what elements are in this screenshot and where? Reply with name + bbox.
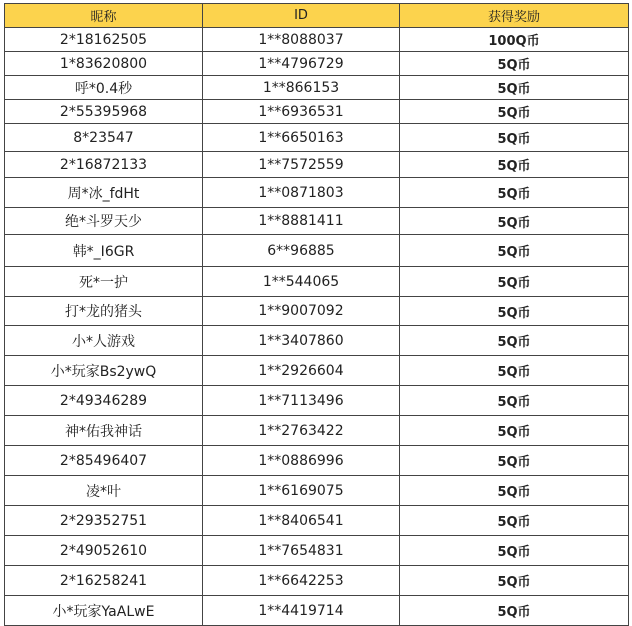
nickname-cell: 死*一护 <box>5 267 203 297</box>
table-row <box>5 178 629 208</box>
nickname-cell: 2*18162505 <box>5 28 203 52</box>
nickname-cell: 小*玩家YaALwE <box>5 596 203 626</box>
user-id-cell: 1**4419714 <box>203 596 400 626</box>
reward-cell: 100Q币 <box>400 28 629 52</box>
table-row <box>5 124 629 152</box>
table-row <box>5 416 629 446</box>
user-id-cell: 1**8088037 <box>203 28 400 52</box>
user-id-cell: 1**6650163 <box>203 124 400 152</box>
reward-cell: 5Q币 <box>400 566 629 596</box>
nickname-cell: 小*人游戏 <box>5 326 203 356</box>
user-id-cell: 1**7654831 <box>203 536 400 566</box>
table-row <box>5 476 629 506</box>
reward-cell: 5Q币 <box>400 76 629 100</box>
reward-cell: 5Q币 <box>400 386 629 416</box>
column-header-reward: 获得奖励 <box>400 4 629 28</box>
table-row <box>5 152 629 178</box>
user-id-cell: 1**7572559 <box>203 152 400 178</box>
user-id-cell: 1**6169075 <box>203 476 400 506</box>
table-row <box>5 235 629 267</box>
reward-cell: 5Q币 <box>400 124 629 152</box>
nickname-cell: 神*佑我神话 <box>5 416 203 446</box>
header-row <box>5 4 629 28</box>
nickname-cell: 小*玩家Bs2ywQ <box>5 356 203 386</box>
winners-table-container <box>4 3 628 626</box>
reward-cell: 5Q币 <box>400 356 629 386</box>
nickname-cell: 2*55395968 <box>5 100 203 124</box>
nickname-cell: 2*49052610 <box>5 536 203 566</box>
nickname-cell: 呼*0.4秒 <box>5 76 203 100</box>
table-header <box>5 4 629 28</box>
reward-cell: 5Q币 <box>400 446 629 476</box>
reward-cell: 5Q币 <box>400 52 629 76</box>
table-row <box>5 566 629 596</box>
nickname-cell: 2*29352751 <box>5 506 203 536</box>
user-id-cell: 1**6642253 <box>203 566 400 596</box>
reward-cell: 5Q币 <box>400 476 629 506</box>
table-row <box>5 536 629 566</box>
user-id-cell: 1**0886996 <box>203 446 400 476</box>
user-id-cell: 1**866153 <box>203 76 400 100</box>
reward-cell: 5Q币 <box>400 152 629 178</box>
table-row <box>5 100 629 124</box>
user-id-cell: 1**3407860 <box>203 326 400 356</box>
user-id-cell: 1**8406541 <box>203 506 400 536</box>
nickname-cell: 绝*斗罗天少 <box>5 208 203 235</box>
user-id-cell: 1**2926604 <box>203 356 400 386</box>
nickname-cell: 1*83620800 <box>5 52 203 76</box>
table-row <box>5 76 629 100</box>
nickname-cell: 2*49346289 <box>5 386 203 416</box>
user-id-cell: 6**96885 <box>203 235 400 267</box>
column-header-nickname: 昵称 <box>5 4 203 28</box>
table-row <box>5 28 629 52</box>
user-id-cell: 1**9007092 <box>203 297 400 326</box>
nickname-cell: 打*龙的猪头 <box>5 297 203 326</box>
nickname-cell: 2*85496407 <box>5 446 203 476</box>
nickname-cell: 凌*叶 <box>5 476 203 506</box>
user-id-cell: 1**0871803 <box>203 178 400 208</box>
user-id-cell: 1**7113496 <box>203 386 400 416</box>
reward-cell: 5Q币 <box>400 536 629 566</box>
table-row <box>5 446 629 476</box>
user-id-cell: 1**544065 <box>203 267 400 297</box>
nickname-cell: 2*16872133 <box>5 152 203 178</box>
user-id-cell: 1**6936531 <box>203 100 400 124</box>
table-row <box>5 506 629 536</box>
table-row <box>5 52 629 76</box>
user-id-cell: 1**4796729 <box>203 52 400 76</box>
reward-cell: 5Q币 <box>400 178 629 208</box>
reward-cell: 5Q币 <box>400 596 629 626</box>
nickname-cell: 2*16258241 <box>5 566 203 596</box>
user-id-cell: 1**2763422 <box>203 416 400 446</box>
table-row <box>5 596 629 626</box>
table-row <box>5 326 629 356</box>
table-body <box>5 28 629 626</box>
table-row <box>5 386 629 416</box>
nickname-cell: 韩*_I6GR <box>5 235 203 267</box>
reward-cell: 5Q币 <box>400 297 629 326</box>
reward-cell: 5Q币 <box>400 326 629 356</box>
winners-table <box>4 3 629 626</box>
table-row <box>5 208 629 235</box>
nickname-cell: 8*23547 <box>5 124 203 152</box>
table-row <box>5 267 629 297</box>
reward-cell: 5Q币 <box>400 100 629 124</box>
reward-cell: 5Q币 <box>400 208 629 235</box>
reward-cell: 5Q币 <box>400 416 629 446</box>
table-row <box>5 356 629 386</box>
nickname-cell: 周*冰_fdHt <box>5 178 203 208</box>
column-header-id: ID <box>203 4 400 28</box>
user-id-cell: 1**8881411 <box>203 208 400 235</box>
table-row <box>5 297 629 326</box>
reward-cell: 5Q币 <box>400 506 629 536</box>
reward-cell: 5Q币 <box>400 235 629 267</box>
reward-cell: 5Q币 <box>400 267 629 297</box>
